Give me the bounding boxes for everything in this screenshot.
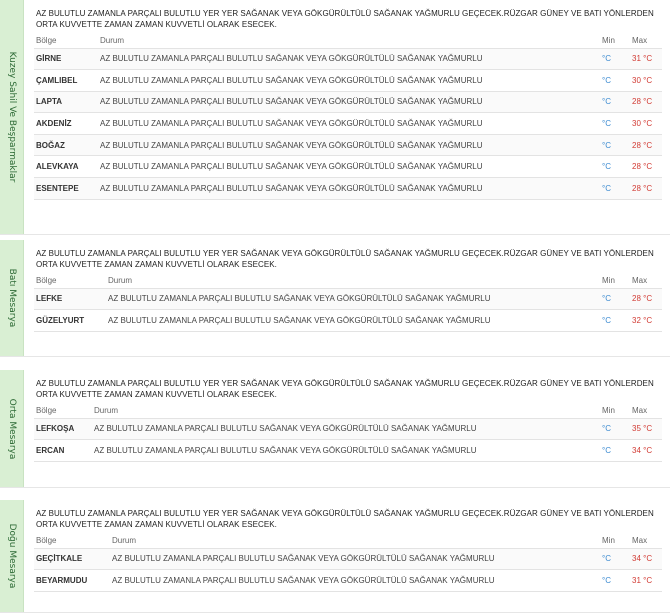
region-body bbox=[24, 500, 670, 612]
row-bolge: GÜZELYURT bbox=[36, 315, 85, 325]
row-min: °C bbox=[602, 97, 611, 107]
table-header-row bbox=[34, 404, 662, 418]
region-body bbox=[24, 370, 670, 487]
row-bolge: LEFKOŞA bbox=[36, 424, 75, 434]
table-row bbox=[34, 156, 662, 178]
row-max: 35 °C bbox=[632, 424, 653, 434]
row-bolge: ERCAN bbox=[36, 445, 65, 455]
table-row bbox=[34, 48, 662, 70]
header-min: Min bbox=[602, 536, 615, 546]
region-tab bbox=[0, 500, 24, 612]
region-name: Kuzey Sahil Ve Beşparmaklar bbox=[6, 51, 17, 183]
region-tab bbox=[0, 370, 24, 487]
row-bolge: ÇAMLIBEL bbox=[36, 75, 78, 85]
table-row bbox=[34, 570, 662, 592]
row-bolge: AKDENİZ bbox=[36, 119, 72, 129]
row-min: °C bbox=[602, 294, 611, 304]
header-min: Min bbox=[602, 36, 615, 46]
row-durum: AZ BULUTLU ZAMANLA PARÇALI BULUTLU SAĞANAK VEYA GÖKGÜRÜLTÜLÜ SAĞANAK YAĞMURLU bbox=[100, 97, 483, 107]
table-header-row bbox=[34, 34, 662, 48]
row-min: °C bbox=[602, 75, 611, 85]
row-min: °C bbox=[602, 575, 611, 585]
table-header-row bbox=[34, 534, 662, 548]
row-durum: AZ BULUTLU ZAMANLA PARÇALI BULUTLU SAĞANAK VEYA GÖKGÜRÜLTÜLÜ SAĞANAK YAĞMURLU bbox=[100, 119, 483, 129]
table-row bbox=[34, 440, 662, 462]
row-durum: AZ BULUTLU ZAMANLA PARÇALI BULUTLU SAĞANAK VEYA GÖKGÜRÜLTÜLÜ SAĞANAK YAĞMURLU bbox=[112, 554, 495, 564]
region-name: Batı Mesarya bbox=[6, 268, 17, 328]
table-header-row bbox=[34, 274, 662, 288]
header-durum: Durum bbox=[108, 276, 133, 286]
region-kuzey-sahil bbox=[0, 0, 670, 235]
table-row bbox=[34, 548, 662, 570]
row-bolge: LAPTA bbox=[36, 97, 63, 107]
region-tab bbox=[0, 0, 24, 234]
row-max: 30 °C bbox=[632, 75, 653, 85]
table-row bbox=[34, 288, 662, 310]
region-orta-mesarya bbox=[0, 370, 670, 488]
row-bolge: LEFKE bbox=[36, 294, 63, 304]
table-row bbox=[34, 418, 662, 440]
row-max: 28 °C bbox=[632, 140, 653, 150]
row-durum: AZ BULUTLU ZAMANLA PARÇALI BULUTLU SAĞANAK VEYA GÖKGÜRÜLTÜLÜ SAĞANAK YAĞMURLU bbox=[112, 575, 495, 585]
row-min: °C bbox=[602, 315, 611, 325]
region-summary: AZ BULUTLU ZAMANLA PARÇALI BULUTLU YER YER SAĞANAK VEYA GÖKGÜRÜLTÜLÜ SAĞANAK YAĞMURLU GEÇECEK.RÜZGAR GÜNEY VE BATI YÖNLERDEN ORTA KUVVETTE ZAMAN ZAMAN KUVVETLİ OLARAK ESECEK. bbox=[36, 379, 654, 399]
row-durum: AZ BULUTLU ZAMANLA PARÇALI BULUTLU SAĞANAK VEYA GÖKGÜRÜLTÜLÜ SAĞANAK YAĞMURLU bbox=[108, 294, 491, 304]
row-min: °C bbox=[602, 424, 611, 434]
header-bolge: Bölge bbox=[36, 276, 57, 286]
row-durum: AZ BULUTLU ZAMANLA PARÇALI BULUTLU SAĞANAK VEYA GÖKGÜRÜLTÜLÜ SAĞANAK YAĞMURLU bbox=[100, 140, 483, 150]
row-durum: AZ BULUTLU ZAMANLA PARÇALI BULUTLU SAĞANAK VEYA GÖKGÜRÜLTÜLÜ SAĞANAK YAĞMURLU bbox=[100, 162, 483, 172]
forecast-table bbox=[34, 274, 662, 332]
header-max: Max bbox=[632, 536, 648, 546]
row-max: 28 °C bbox=[632, 183, 653, 193]
row-max: 31 °C bbox=[632, 575, 653, 585]
row-bolge: ESENTEPE bbox=[36, 183, 79, 193]
row-min: °C bbox=[602, 140, 611, 150]
header-min: Min bbox=[602, 406, 615, 416]
row-durum: AZ BULUTLU ZAMANLA PARÇALI BULUTLU SAĞANAK VEYA GÖKGÜRÜLTÜLÜ SAĞANAK YAĞMURLU bbox=[100, 75, 483, 85]
row-max: 32 °C bbox=[632, 315, 653, 325]
table-row bbox=[34, 134, 662, 156]
row-max: 34 °C bbox=[632, 445, 653, 455]
row-bolge: BOĞAZ bbox=[36, 140, 65, 150]
header-bolge: Bölge bbox=[36, 36, 57, 46]
row-bolge: ALEVKAYA bbox=[36, 162, 79, 172]
row-bolge: BEYARMUDU bbox=[36, 575, 88, 585]
table-row bbox=[34, 70, 662, 92]
header-durum: Durum bbox=[100, 36, 125, 46]
row-min: °C bbox=[602, 445, 611, 455]
header-durum: Durum bbox=[112, 536, 137, 546]
region-summary: AZ BULUTLU ZAMANLA PARÇALI BULUTLU YER YER SAĞANAK VEYA GÖKGÜRÜLTÜLÜ SAĞANAK YAĞMURLU GEÇECEK.RÜZGAR GÜNEY VE BATI YÖNLERDEN ORTA KUVVETTE ZAMAN ZAMAN KUVVETLİ OLARAK ESECEK. bbox=[36, 509, 654, 529]
row-durum: AZ BULUTLU ZAMANLA PARÇALI BULUTLU SAĞANAK VEYA GÖKGÜRÜLTÜLÜ SAĞANAK YAĞMURLU bbox=[94, 445, 477, 455]
row-min: °C bbox=[602, 183, 611, 193]
row-max: 28 °C bbox=[632, 294, 653, 304]
row-bolge: GİRNE bbox=[36, 54, 62, 64]
forecast-table bbox=[34, 34, 662, 200]
header-min: Min bbox=[602, 276, 615, 286]
header-max: Max bbox=[632, 276, 648, 286]
header-bolge: Bölge bbox=[36, 406, 57, 416]
region-summary: AZ BULUTLU ZAMANLA PARÇALI BULUTLU YER YER SAĞANAK VEYA GÖKGÜRÜLTÜLÜ SAĞANAK YAĞMURLU GEÇECEK.RÜZGAR GÜNEY VE BATI YÖNLERDEN ORTA KUVVETTE ZAMAN ZAMAN KUVVETLİ OLARAK ESECEK. bbox=[36, 249, 654, 269]
row-max: 31 °C bbox=[632, 54, 653, 64]
row-min: °C bbox=[602, 162, 611, 172]
header-max: Max bbox=[632, 406, 648, 416]
forecast-table bbox=[34, 404, 662, 462]
row-max: 34 °C bbox=[632, 554, 653, 564]
region-tab bbox=[0, 240, 24, 356]
row-durum: AZ BULUTLU ZAMANLA PARÇALI BULUTLU SAĞANAK VEYA GÖKGÜRÜLTÜLÜ SAĞANAK YAĞMURLU bbox=[100, 183, 483, 193]
header-max: Max bbox=[632, 36, 648, 46]
row-min: °C bbox=[602, 119, 611, 129]
row-min: °C bbox=[602, 554, 611, 564]
forecast-table bbox=[34, 534, 662, 592]
region-body bbox=[24, 240, 670, 356]
region-dogu-mesarya bbox=[0, 500, 670, 613]
header-bolge: Bölge bbox=[36, 536, 57, 546]
row-durum: AZ BULUTLU ZAMANLA PARÇALI BULUTLU SAĞANAK VEYA GÖKGÜRÜLTÜLÜ SAĞANAK YAĞMURLU bbox=[94, 424, 477, 434]
region-bati-mesarya bbox=[0, 240, 670, 357]
table-row bbox=[34, 310, 662, 332]
row-durum: AZ BULUTLU ZAMANLA PARÇALI BULUTLU SAĞANAK VEYA GÖKGÜRÜLTÜLÜ SAĞANAK YAĞMURLU bbox=[100, 54, 483, 64]
table-row bbox=[34, 113, 662, 135]
header-durum: Durum bbox=[94, 406, 119, 416]
region-summary: AZ BULUTLU ZAMANLA PARÇALI BULUTLU YER YER SAĞANAK VEYA GÖKGÜRÜLTÜLÜ SAĞANAK YAĞMURLU GEÇECEK.RÜZGAR GÜNEY VE BATI YÖNLERDEN ORTA KUVVETTE ZAMAN ZAMAN KUVVETLİ OLARAK ESECEK. bbox=[36, 9, 654, 29]
row-max: 28 °C bbox=[632, 162, 653, 172]
table-row bbox=[34, 91, 662, 113]
row-max: 28 °C bbox=[632, 97, 653, 107]
table-row bbox=[34, 178, 662, 200]
region-name: Orta Mesarya bbox=[6, 398, 17, 459]
region-name: Doğu Mesarya bbox=[6, 523, 17, 589]
region-body bbox=[24, 0, 670, 234]
row-durum: AZ BULUTLU ZAMANLA PARÇALI BULUTLU SAĞANAK VEYA GÖKGÜRÜLTÜLÜ SAĞANAK YAĞMURLU bbox=[108, 315, 491, 325]
row-min: °C bbox=[602, 54, 611, 64]
row-bolge: GEÇİTKALE bbox=[36, 554, 83, 564]
row-max: 30 °C bbox=[632, 119, 653, 129]
